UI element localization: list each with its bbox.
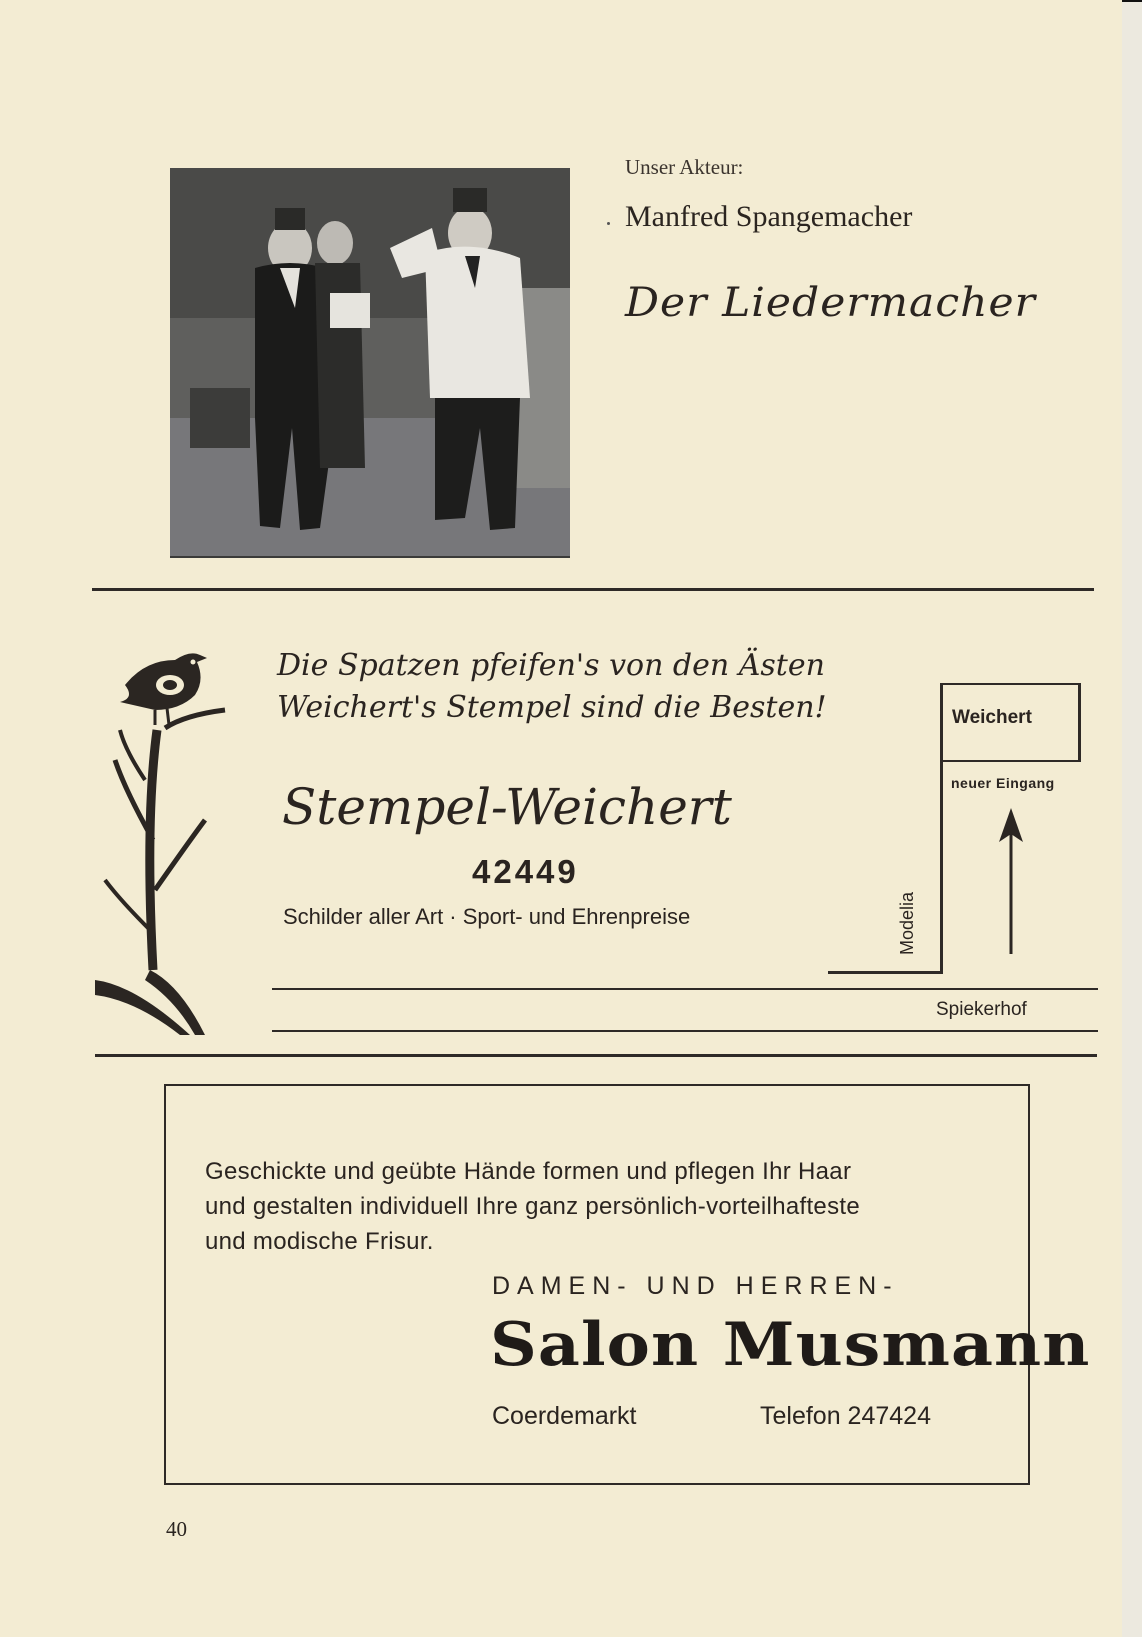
stamp-brand: Stempel-Weichert [282,778,732,836]
divider-top [92,588,1094,591]
stamp-services: Schilder aller Art · Sport- und Ehrenpreise [283,904,691,929]
salon-text-line-3: und modische Frisur. [205,1228,434,1255]
arrow-up-icon [997,808,1025,954]
scan-edge-mark [1122,0,1142,2]
map-street-line-top [272,988,1098,990]
salon-location: Coerdemarkt [492,1402,637,1430]
salon-text-line-2: und gestalten individuell Ihre ganz persönlich-vorteilhafteste [205,1193,860,1220]
actor-photo [170,168,570,558]
map-wall-line [940,683,943,973]
map-side-street: Modelia [897,891,917,955]
map-street-label: Spiekerhof [936,999,1027,1020]
salon-kind: DAMEN- UND HERREN- [492,1272,899,1300]
scan-edge [1122,0,1142,1637]
page-number: 40 [166,1517,187,1541]
actor-intro: Unser Akteur: [625,155,744,179]
slogan-line-1: Die Spatzen pfeifen's von den Ästen [277,648,825,683]
salon-text-line-1: Geschickte und geübte Hände formen und pflegen Ihr Haar [205,1158,852,1185]
map-corner-line [828,971,943,974]
map-street-line-bottom [272,1030,1098,1032]
bullet-dot [607,222,610,225]
salon-telephone: Telefon 247424 [760,1402,931,1430]
bird-on-branch-icon [95,640,235,1040]
stamp-phone: 42449 [472,853,579,890]
actor-role: Der Liedermacher [625,280,1037,326]
divider-middle [95,1054,1097,1057]
actor-name: Manfred Spangemacher [625,200,913,233]
map-shop-label: Weichert [952,707,1032,728]
salon-name: Salon Musmann [490,1310,1091,1380]
map-entrance-label: neuer Eingang [951,775,1055,791]
slogan-line-2: Weichert's Stempel sind die Besten! [277,690,827,725]
